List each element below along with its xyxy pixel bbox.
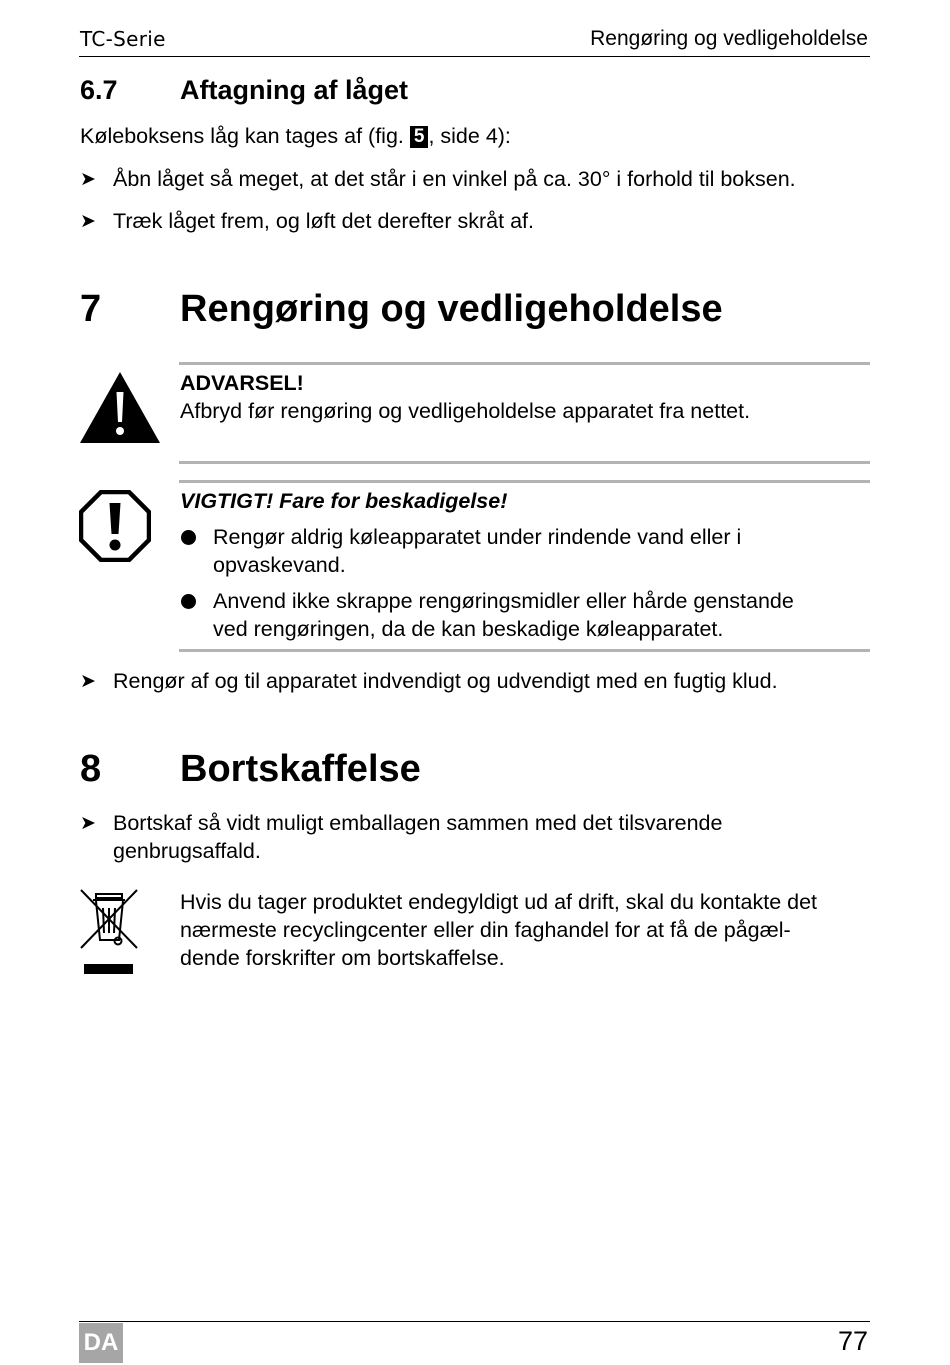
bullet-dot	[181, 594, 196, 609]
section-6-7-number: 6.7	[80, 75, 118, 105]
divider	[179, 480, 870, 483]
arrow-icon: ➤	[80, 211, 96, 232]
divider	[179, 461, 870, 464]
footer-rule	[79, 1321, 870, 1322]
crossed-bin-icon	[79, 888, 141, 978]
disposal-text: Hvis du tager produktet endegyldigt ud af drift, skal du kontakte det	[180, 890, 818, 914]
step-text: Træk låget frem, og løft det derefter skråt af.	[113, 209, 534, 233]
header-rule	[79, 56, 870, 57]
section-8-title: Bortskaffelse	[180, 748, 421, 790]
bullet-dot	[181, 530, 196, 545]
arrow-icon: ➤	[80, 813, 96, 834]
disposal-text: nærmeste recyclingcenter eller din faghandel for at få de pågæl-	[180, 918, 791, 942]
section-7-title: Rengøring og vedligeholdelse	[180, 288, 723, 330]
header-series: TC-Serie	[80, 27, 166, 51]
step-text: Rengør af og til apparatet indvendigt og udvendigt med en fugtig klud.	[113, 669, 778, 693]
section-6-7-title: Aftagning af låget	[180, 75, 408, 105]
language-badge: DA	[79, 1323, 123, 1363]
section-8-number: 8	[80, 748, 102, 790]
arrow-icon: ➤	[80, 671, 96, 692]
header-chapter: Rengøring og vedligeholdelse	[590, 27, 868, 50]
step-text: genbrugsaffald.	[113, 839, 261, 863]
step-text: Åbn låget så meget, at det står i en vinkel på ca. 30° i forhold til boksen.	[113, 167, 796, 191]
notice-bullet-line: ved rengøringen, da de kan beskadige køleapparatet.	[213, 617, 724, 641]
page-number: 77	[837, 1326, 868, 1356]
notice-bullet-line: Anvend ikke skrappe rengøringsmidler eller hårde genstande	[213, 589, 794, 613]
warning-heading: ADVARSEL!	[180, 371, 304, 395]
warning-text: Afbryd før rengøring og vedligeholdelse apparatet fra nettet.	[180, 399, 751, 423]
notice-bullet-line: Rengør aldrig køleapparatet under rindende vand eller i	[213, 525, 742, 549]
disposal-text: dende forskrifter om bortskaffelse.	[180, 946, 505, 970]
octagon-exclamation-icon	[79, 490, 151, 562]
step-text: Bortskaf så vidt muligt emballagen sammen med det tilsvarende	[113, 811, 723, 835]
notice-bullet-line: opvaskevand.	[213, 553, 346, 577]
figure-reference: 5	[410, 126, 429, 148]
warning-triangle-icon	[79, 370, 161, 444]
divider	[179, 649, 870, 652]
divider	[179, 362, 870, 365]
notice-heading: VIGTIGT! Fare for beskadigelse!	[180, 489, 508, 513]
arrow-icon: ➤	[80, 169, 96, 190]
section-7-number: 7	[80, 288, 102, 330]
intro-text-end: , side 4):	[428, 124, 511, 148]
section-6-7-intro	[80, 122, 511, 150]
intro-text: Køleboksens låg kan tages af (fig.	[80, 124, 404, 148]
